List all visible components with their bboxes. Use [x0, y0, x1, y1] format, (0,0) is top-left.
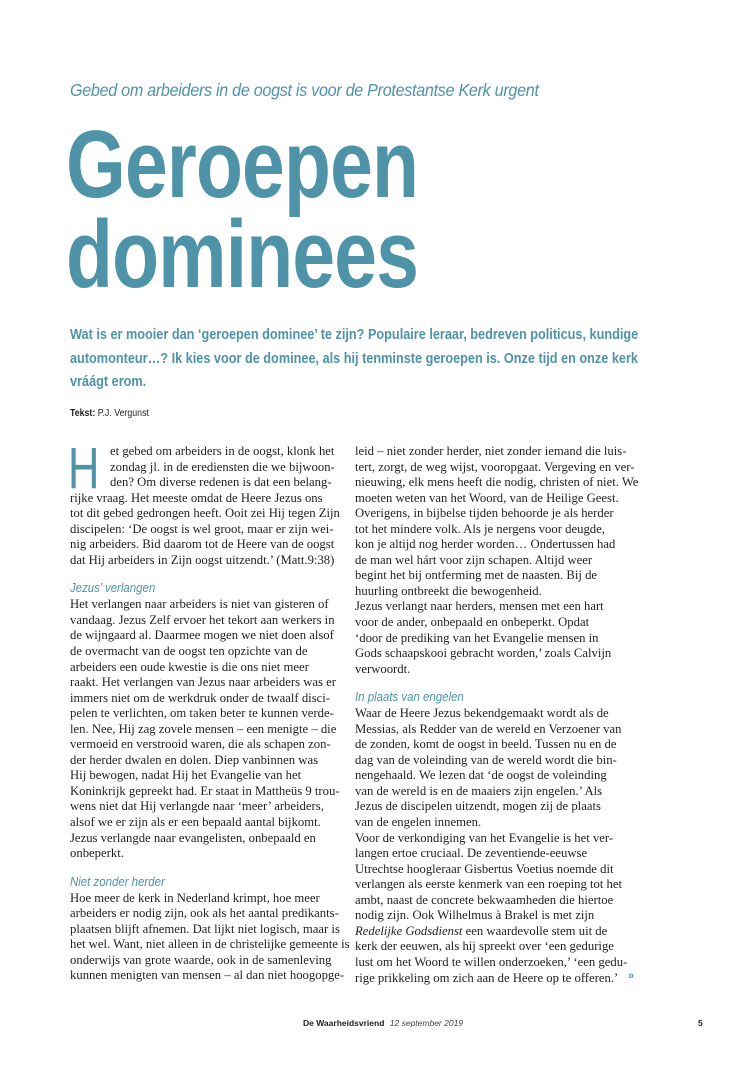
footer-publication: De Waarheidsvriend: [303, 1018, 385, 1028]
text-line: huurling ontbreekt die bewogenheid.: [355, 583, 542, 598]
text-line: de overmacht van de oogst ten opzichte van de: [70, 644, 308, 659]
intro-line: vráágt erom.: [70, 374, 147, 390]
text-line: Voor de verkondiging van het Evangelie is het ver-: [355, 830, 614, 845]
text-line: len. Nee, Hij zag zovele mensen – een menigte – die: [70, 721, 337, 736]
text-line: discipelen: ‘De oogst is wel groot, maar er zijn wei-: [70, 521, 334, 536]
text-line: raakt. Het verlangen van Jezus naar arbeiders was er: [70, 675, 336, 690]
text-line: der herder dwalen en dolen. Diep vanbinnen was: [70, 752, 319, 767]
text-line: onderwijs van grote waarde, ook in de samenleving: [70, 952, 332, 967]
text-line: kunnen menigten van mensen – al dan niet hoogopge-: [70, 968, 345, 983]
paragraph: [70, 890, 350, 984]
continue-arrow-icon: »: [628, 970, 635, 982]
text-line: de wijngaard al. Daarmee mogen we niet doen alsof: [70, 628, 334, 643]
byline-author: P.J. Vergunst: [97, 408, 149, 419]
text-line: wens niet dat Hij verlangde naar ‘meer’ arbeiders,: [70, 799, 324, 814]
paragraph: [70, 597, 345, 861]
text-line: kon je altijd nog herder worden… Ondertussen had: [355, 537, 616, 552]
text-line: Jezus verlangde naar evangelisten, onbepaald en: [70, 830, 316, 845]
text-line: Overigens, in bijbelse tijden behoorde je als herder: [355, 506, 614, 521]
text-line: arbeiders een oude kwestie is die ons niet meer: [70, 659, 309, 674]
text-line: begint het bij ontferming met de naasten. Bij de: [355, 568, 598, 583]
page-title-line-1: Geroepen: [66, 111, 419, 218]
text-line: immers niet om de werkdruk onder de twaalf disci-: [70, 690, 331, 705]
text-line: Messias, als Redder van de wereld en Verzoener van: [355, 721, 622, 736]
text-line: van de engelen innemen.: [355, 815, 482, 830]
book-title: Redelijke Godsdienst: [355, 923, 463, 938]
paragraph: [355, 706, 630, 986]
intro-lead: [70, 324, 710, 395]
text-line: Redelijke Godsdienst een waardevolle stem uit de: [355, 923, 608, 938]
text-line: verwoordt.: [355, 661, 411, 676]
text-line: het wel. Want, niet alleen in de christelijke gemeente is: [70, 937, 350, 952]
footer-date: 12 september 2019: [389, 1018, 464, 1028]
intro-line: Wat is er mooier dan ‘geroepen dominee’ te zijn? Populaire leraar, bedreven politicus, kundige: [70, 327, 639, 343]
page-title-line-2: dominees: [66, 201, 419, 308]
text-line: de man wel hárt voor zijn schapen. Altijd weer: [355, 552, 593, 567]
text-line: leid – niet zonder herder, niet zonder iemand die luis-: [355, 444, 627, 458]
page-number: 5: [698, 1018, 703, 1028]
section-heading: Niet zonder herder: [70, 873, 165, 889]
byline: [70, 408, 149, 419]
text-line: Hoe meer de kerk in Nederland krimpt, hoe meer: [70, 890, 320, 905]
text-line: Koninkrijk gepreekt had. Er staat in Mattheüs 9 trou-: [70, 783, 340, 798]
text-line: moeten weten van het Woord, van de Heilige Geest.: [355, 490, 619, 505]
text-line: vermoeid en verstrooid waren, die als schapen zon-: [70, 737, 331, 752]
text-line: ambt, naast de concrete bekwaamheden die hiertoe: [355, 892, 614, 907]
text-line: Jezus de discipelen uitzendt, mogen zij de plaats: [355, 799, 601, 814]
text-line: Utrechtse hoogleraar Gisbertus Voetius noemde dit: [355, 861, 614, 876]
text-line: verlangen als eerste kenmerk van een roeping tot het: [355, 877, 623, 892]
section-heading: Jezus’ verlangen: [70, 580, 156, 596]
text-line: onbeperkt.: [70, 846, 124, 861]
text-line: lust om het Woord te willen onderzoeken,’ ‘een gedu-: [355, 954, 628, 969]
section-heading: In plaats van engelen: [355, 689, 464, 705]
text-line: plaatsen blijft afnemen. Dat lijkt niet logisch, maar is: [70, 921, 340, 936]
text-line: nodig zijn. Ook Wilhelmus à Brakel is met zijn: [355, 908, 595, 923]
article-column-left: [68, 436, 350, 996]
article-column-right: [355, 444, 639, 998]
text-line: van de wereld is en de maaiers zijn engelen.’ Als: [355, 783, 603, 798]
text-line: nengehaald. We lezen dat ‘de oogst de voleinding: [355, 768, 607, 783]
byline-label: Tekst:: [70, 408, 96, 419]
text-line: et gebed om arbeiders in de oogst, klonk het: [110, 444, 335, 458]
text-line: dag van de voleinding van de wereld wordt die bin-: [355, 752, 617, 767]
text-line: Waar de Heere Jezus bekendgemaakt wordt als de: [355, 706, 609, 721]
text-line: voor de ander, onbepaald en onbeperkt. Opdat: [355, 615, 590, 630]
text-line: pelen te verlichten, om taken beter te kunnen verde-: [70, 706, 334, 721]
text-line: arbeiders er nodig zijn, ook als het aantal predikants-: [70, 906, 339, 921]
text-line: nieuwing, elk mens heeft die nodig, christen of niet. We: [355, 475, 639, 490]
text-line: de zonden, komt de oogst in beeld. Tussen nu en de: [355, 737, 617, 752]
text-line: vandaag. Jezus Zelf ervoer het tekort aan werkers in: [70, 612, 335, 627]
text-line: rige prikkeling om zich aan de Heere op te offeren.’: [355, 970, 619, 985]
text-line: langen ertoe cruciaal. De zeventiende-eeuwse: [355, 846, 588, 861]
text-line: dat Hij arbeiders in Zijn oogst uitzendt.’ (Matt.9:38): [70, 552, 335, 567]
paragraph: [70, 444, 345, 568]
kicker: Gebed om arbeiders in de oogst is voor de Protestantse Kerk urgent: [70, 80, 539, 100]
text-line: tot dit gebed gedrongen heeft. Ooit zei Hij tegen Zijn: [70, 506, 340, 521]
text-line: kerk der eeuwen, als hij spreekt over ‘een gedurige: [355, 939, 614, 954]
text-line: den? Om diverse redenen is dat een belang-: [110, 475, 332, 490]
text-line: rijke vraag. Het meeste omdat de Heere Jezus ons: [70, 490, 323, 505]
text-line: ‘door de prediking van het Evangelie mensen in: [355, 630, 599, 645]
paragraph: [355, 444, 639, 677]
text-line: Jezus verlangt naar herders, mensen met een hart: [355, 599, 604, 614]
text-line: tert, zorgt, de weg wijst, vooropgaat. Vergeving en ver-: [355, 459, 635, 474]
intro-line: automonteur…? Ik kies voor de dominee, als hij tenminste geroepen is. Onze tijd en onze kerk: [70, 350, 638, 367]
drop-cap: H: [68, 436, 100, 501]
text-line: alsof we er zijn als er een bepaald aantal bijkomt.: [70, 815, 321, 830]
text-line: Hij bewogen, nadat Hij het Evangelie van het: [70, 768, 302, 783]
footer: [303, 1018, 463, 1028]
text-line: zondag jl. in de erediensten die we bijwoon-: [110, 459, 335, 474]
text-line: Gods schaapskooi gebracht worden,’ zoals Calvijn: [355, 646, 612, 661]
text-line: tot het mindere volk. Als je nergens voor deugde,: [355, 521, 605, 536]
text-line: nig arbeiders. Bid daarom tot de Heere van de oogst: [70, 537, 335, 552]
text-line: Het verlangen naar arbeiders is niet van gisteren of: [70, 597, 329, 612]
